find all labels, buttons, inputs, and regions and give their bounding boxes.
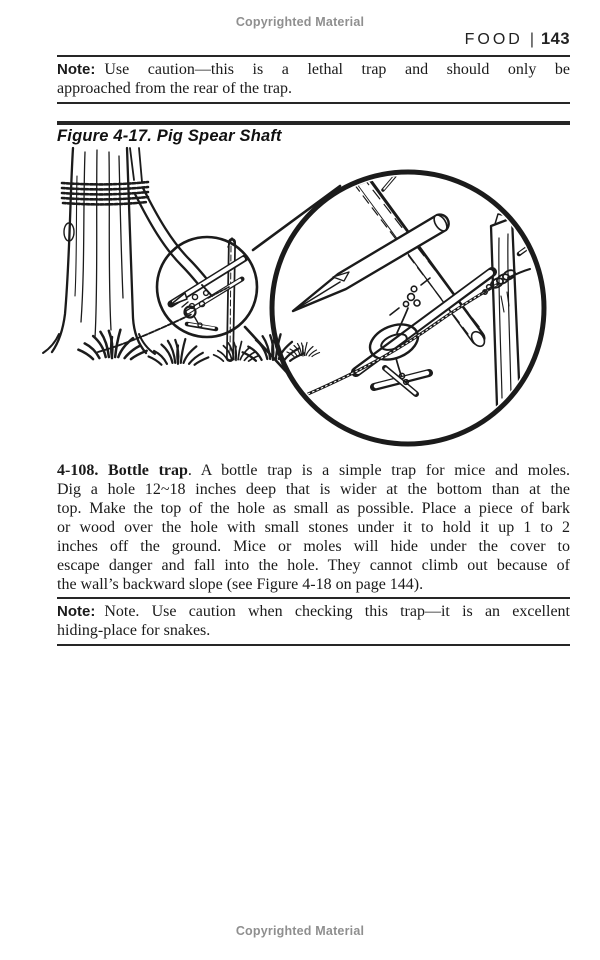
trigger-mechanism-small: [169, 238, 245, 358]
note-line: [57, 602, 570, 621]
detail-callout-circle-small: [157, 237, 257, 337]
figure-caption: Figure 4-17. Pig Spear Shaft: [57, 127, 282, 145]
note-label: Note:: [57, 61, 96, 78]
section-title: FOOD: [464, 31, 523, 48]
note-line: hiding-place for snakes.: [57, 622, 211, 639]
pig-spear-shaft-illustration: [40, 146, 580, 458]
paragraph-text: . A bottle trap is a simple trap for mice and moles.: [187, 462, 571, 479]
paragraph-line: Dig a hole 12~18 inches deep that is wider at the bottom than at the: [57, 481, 570, 498]
paragraph-number: 4-108. Bottle trap: [57, 462, 188, 479]
note-line: [57, 60, 570, 79]
page-number: 143: [540, 30, 570, 48]
paragraph-line: or wood over the hole with small stones under it to hold it up 1 to 2: [57, 519, 570, 536]
note-box-top: [57, 55, 570, 104]
paragraph-line: top. Make the top of the hole as small as possible. Place a piece of bark: [57, 500, 570, 517]
note-box-bottom: [57, 597, 570, 646]
copyright-notice-bottom: Copyrighted Material: [235, 924, 365, 938]
tree-trunk: [43, 148, 155, 354]
figure-area: [40, 146, 580, 458]
body-paragraph: [57, 461, 570, 594]
note-label: Note:: [57, 603, 96, 620]
header-divider: |: [529, 31, 534, 48]
copyright-notice-top: Copyrighted Material: [235, 15, 365, 29]
note-line: approached from the rear of the trap.: [57, 80, 292, 97]
note-text: Use caution—this is a lethal trap and should only be: [104, 61, 570, 78]
note-text: Note. Use caution when checking this trap—it is an excellent: [104, 603, 570, 620]
paragraph-line: escape danger and fall into the hole. They cannot climb out because of: [57, 557, 570, 574]
page-header: [465, 30, 570, 49]
paragraph-line: inches off the ground. Mice or moles will hide under the cover to: [57, 538, 570, 555]
paragraph-line: the wall’s backward slope (see Figure 4-18 on page 144).: [57, 576, 424, 593]
figure-rule: [57, 121, 570, 125]
paragraph-line: [57, 461, 570, 480]
